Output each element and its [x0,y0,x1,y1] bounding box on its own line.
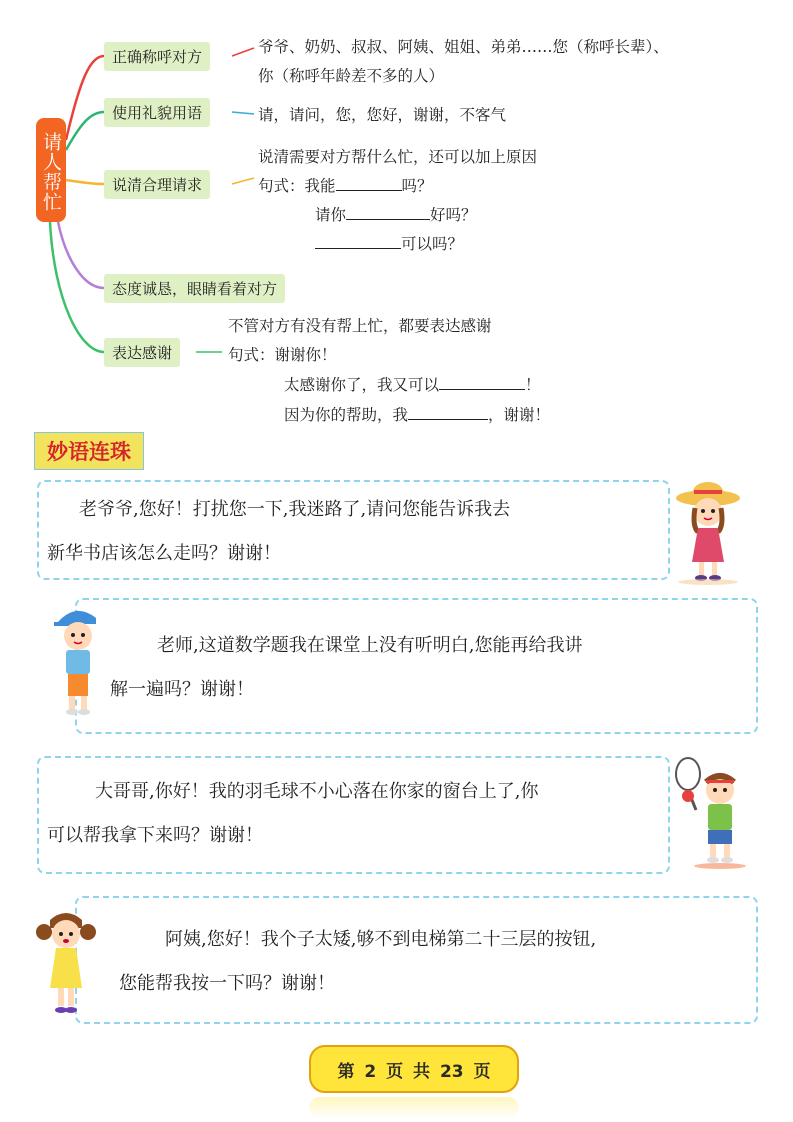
sentence-pattern-6 [284,401,550,429]
sentence-pattern-3 [315,230,463,258]
sentence-pattern-1 [258,172,433,200]
branch-express-thanks: 表达感谢 [104,338,180,367]
pattern-before: 谢谢你！ [274,346,337,364]
pattern-intro: 句式： [258,177,305,195]
branch-express-thanks-line-1: 不管对方有没有帮上忙，都要表达感谢 [228,317,492,335]
dialogue-2-line-1: 老师,这道数学题我在课堂上没有听明白,您能再给我讲 [157,635,583,656]
sentence-pattern-2 [315,201,477,229]
dialogue-1-line-1: 老爷爷,您好！打扰您一下,我迷路了,请问您能告诉我去 [79,499,511,520]
mindmap-root: 请人帮忙 [36,118,66,222]
dialogue-card-4 [75,896,758,1024]
dialogue-3-line-2: 可以帮我拿下来吗？谢谢！ [47,825,263,846]
pattern-after: 吗？ [401,177,433,195]
girl-with-pigtails-icon [34,902,98,1026]
boy-with-cap-icon [46,602,110,720]
dialogue-card-2 [75,598,758,734]
fill-blank [336,175,402,192]
pattern-after: ，谢谢！ [488,406,551,424]
dialogue-1-line-2: 新华书店该怎么走吗？谢谢！ [47,543,281,564]
dialogue-3-line-1: 大哥哥,你好！我的羽毛球不小心落在你家的窗台上了,你 [95,781,539,802]
page-number-reflection [309,1097,519,1119]
dialogue-card-3 [37,756,670,874]
dialogue-card-1 [37,480,670,580]
page-number-badge: 第 2 页 共 23 页 [309,1045,519,1093]
dialogue-2-line-2: 解一遍吗？谢谢！ [110,679,254,700]
fill-blank [346,204,430,221]
branch-correct-address-line-1: 爷爷、奶奶、叔叔、阿姨、姐姐、弟弟……您（称呼长辈）、 [258,38,669,56]
pattern-before: 太感谢你了，我又可以 [284,376,440,394]
branch-correct-address: 正确称呼对方 [104,42,210,71]
branch-correct-address-line-2: 你（称呼年龄差不多的人） [258,67,445,85]
pattern-before: 请你 [315,206,347,224]
pattern-after: ！ [525,376,541,394]
pattern-intro: 句式： [228,346,275,364]
fill-blank [439,374,525,391]
dialogue-4-line-1: 阿姨,您好！我个子太矮,够不到电梯第二十三层的按钮, [165,929,597,950]
section-title: 妙语连珠 [34,432,144,470]
boy-with-racket-icon [668,752,750,872]
branch-sincere-attitude: 态度诚恳，眼睛看着对方 [104,274,285,303]
sentence-pattern-4 [228,341,337,369]
branch-clear-request: 说清合理请求 [104,170,210,199]
pattern-before: 因为你的帮助，我 [284,406,409,424]
sentence-pattern-5 [284,371,541,399]
dialogue-4-line-2: 您能帮我按一下吗？谢谢！ [119,973,335,994]
fill-blank [408,404,488,421]
branch-clear-request-line-1: 说清需要对方帮什么忙，还可以加上原因 [258,148,538,166]
pattern-after: 好吗？ [430,206,477,224]
girl-with-hat-icon [668,476,748,586]
pattern-before: 我能 [304,177,336,195]
pattern-after: 可以吗？ [401,235,464,253]
branch-polite-words: 使用礼貌用语 [104,98,210,127]
branch-polite-words-line-1: 请，请问，您，您好，谢谢，不客气 [258,106,507,124]
fill-blank [315,233,401,250]
